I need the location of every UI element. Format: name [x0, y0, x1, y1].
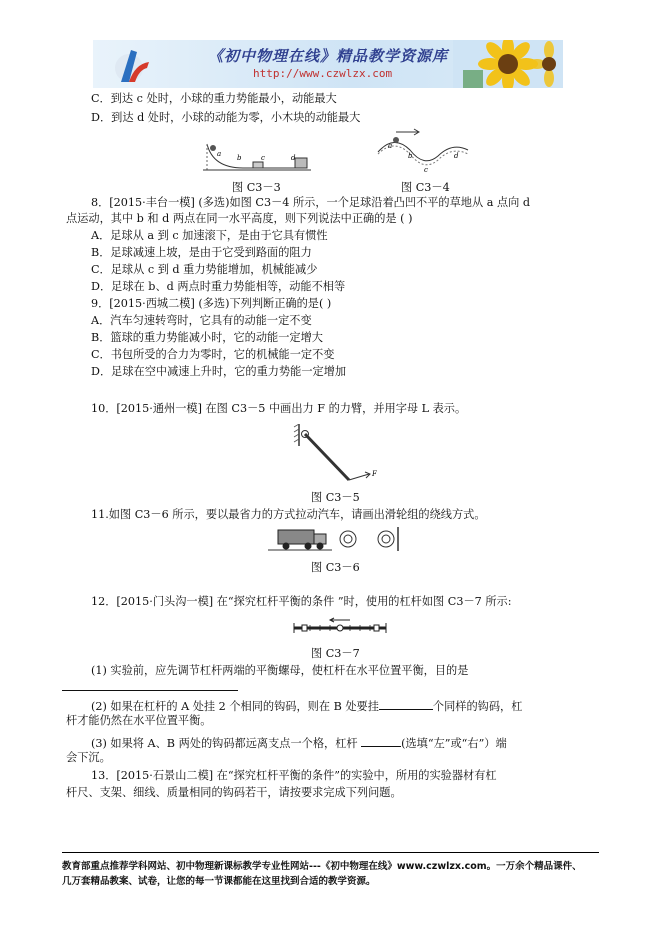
- figure-c3-7: [290, 617, 390, 639]
- q12-part1: (1) 实验前，应先调节杠杆两端的平衡螺母，使杠杆在水平位置平衡，目的是: [91, 664, 469, 677]
- sunflower-icon: [453, 40, 563, 88]
- fig4-label-b: b: [408, 152, 413, 160]
- figure-c3-4: [374, 128, 472, 174]
- q9-option-d: D．足球在空中减速上升时，它的重力势能一定增加: [91, 365, 347, 378]
- banner-title: 《初中物理在线》精品教学资源库: [208, 47, 449, 65]
- q12-stem: 12．[2015·门头沟一模] 在“探究杠杆平衡的条件 ”时，使用的杠杆如图 C3－7 所示:: [91, 595, 512, 608]
- wood-block-icon: [253, 162, 263, 168]
- q12-part2-answer-blank[interactable]: [379, 697, 433, 710]
- q8-option-a: A．足球从 a 到 c 加速滚下，是由于它具有惯性: [91, 229, 328, 242]
- fixed-pulley-icon: [378, 527, 398, 551]
- q12-part2-line1: [91, 697, 522, 714]
- figure-c3-6: [268, 527, 408, 553]
- q13-stem-line1: 13．[2015·石景山二模] 在“探究杠杆平衡的条件”的实验中，所用的实验器材有杠: [91, 769, 497, 782]
- q8-stem-line1: 8．[2015·丰台一模] (多选)如图 C3－4 所示，一个足球沿着凸凹不平的草地从 a 点向 d: [91, 196, 531, 209]
- footer-line1: 教育部重点推荐学科网站、初中物理新课标教学专业性网站---《初中物理在线》www.czwlzx.com。一万余个精品课件、: [62, 861, 582, 872]
- site-logo-icon: [99, 42, 159, 86]
- q9-option-b: B．篮球的重力势能减小时，它的动能一定增大: [91, 331, 323, 344]
- caption-c3-6: 图 C3－6: [311, 561, 360, 574]
- option-d-line: D．到达 d 处时，小球的动能为零，小木块的动能最大: [91, 111, 361, 124]
- q9-stem: 9．[2015·西城二模] (多选)下列判断正确的是( ): [91, 297, 332, 310]
- caption-c3-7: 图 C3－7: [311, 647, 360, 660]
- q8-stem-line2: 点运动，其中 b 和 d 两点在同一水平高度，则下列说法中正确的是 ( ): [66, 212, 413, 225]
- fig3-label-c: c: [261, 154, 265, 162]
- pulley-icon: [340, 531, 356, 547]
- fig3-label-a: a: [217, 150, 222, 158]
- q12-part2-line2: 杆才能仍然在水平位置平衡。: [66, 714, 212, 727]
- q9-option-a: A．汽车匀速转弯时，它具有的动能一定不变: [91, 314, 312, 327]
- football-icon: [393, 137, 399, 143]
- fig4-label-d: d: [454, 152, 459, 160]
- fig3-label-d: d: [291, 154, 296, 162]
- fig4-label-c: c: [424, 166, 428, 174]
- q8-option-b: B．足球减速上坡，是由于它受到路面的阻力: [91, 246, 312, 259]
- q12-part2-text-a: (2) 如果在杠杆的 A 处挂 2 个相同的钩码，则在 B 处要挂: [91, 700, 379, 713]
- q8-option-c: C．足球从 c 到 d 重力势能增加，机械能减少: [91, 263, 318, 276]
- q12-part2-text-b: 个同样的钩码，杠: [432, 700, 523, 713]
- caption-c3-4: 图 C3－4: [401, 181, 450, 194]
- q12-part3-answer-blank[interactable]: [361, 734, 401, 747]
- fig4-label-a: a: [388, 142, 393, 150]
- q12-part3-text-b: (选填“左”或“右”）端: [401, 737, 507, 750]
- q12-part3-text-a: (3) 如果将 A、B 两处的钩码都远离支点一个格，杠杆: [91, 737, 362, 750]
- fig3-label-b: b: [237, 154, 242, 162]
- q12-part1-answer-blank[interactable]: [62, 689, 238, 691]
- pivot-icon: [337, 625, 343, 631]
- block-d-icon: [295, 158, 307, 168]
- q9-option-c: C．书包所受的合力为零时，它的机械能一定不变: [91, 348, 335, 361]
- caption-c3-5: 图 C3－5: [311, 491, 360, 504]
- q11-stem: 11.如图 C3－6 所示，要以最省力的方式拉动汽车，请画出滑轮组的绕线方式。: [91, 508, 486, 521]
- header-banner: [93, 40, 563, 88]
- fig5-label-f: F: [372, 470, 377, 478]
- footer-line2: 几万套精品教案、试卷，让您的每一节课都能在这里找到合适的教学资源。: [62, 876, 376, 887]
- option-c-line: C．到达 c 处时，小球的重力势能最小，动能最大: [91, 92, 337, 105]
- q8-option-d: D．足球在 b、d 两点时重力势能相等，动能不相等: [91, 280, 346, 293]
- footer-divider: [62, 852, 599, 853]
- ball-icon: [210, 145, 216, 151]
- caption-c3-3: 图 C3－3: [232, 181, 281, 194]
- q12-part3-line2: 会下沉。: [66, 751, 111, 764]
- q13-stem-line2: 杆尺、支架、细线、质量相同的钩码若干，请按要求完成下列问题。: [66, 786, 402, 799]
- banner-url[interactable]: http://www.czwlzx.com: [253, 67, 393, 80]
- q10-stem: 10．[2015·通州一模] 在图 C3－5 中画出力 F 的力臂，并用字母 L 表示。: [91, 402, 467, 415]
- q12-part3-line1: [91, 734, 507, 751]
- figure-c3-5: [293, 424, 383, 486]
- figure-c3-3: [203, 138, 315, 176]
